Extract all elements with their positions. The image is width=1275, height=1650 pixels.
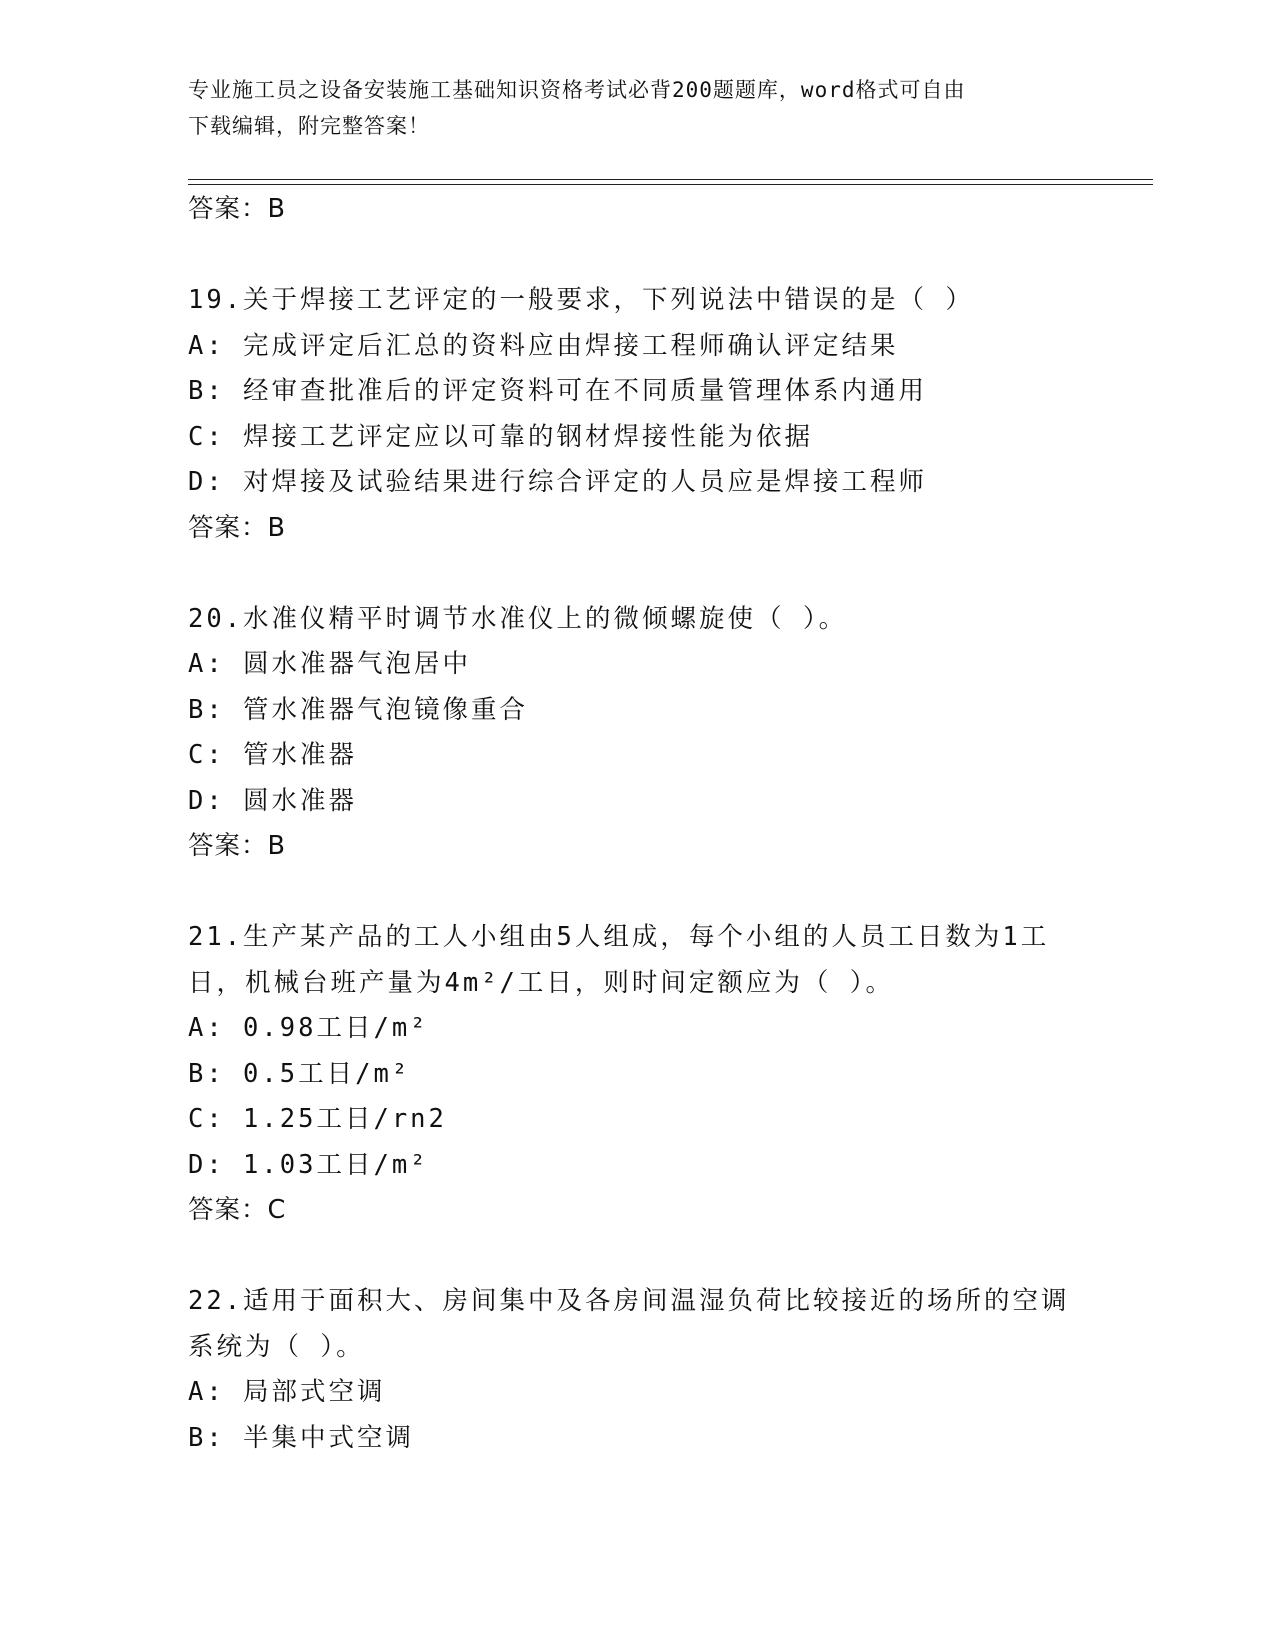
question-block-20 [188, 597, 1088, 870]
option-a: A: 0.98工日/m² [188, 1013, 429, 1043]
option-c: C: 焊接工艺评定应以可靠的钢材焊接性能为依据 [188, 421, 814, 452]
question-block-19 [188, 278, 1088, 551]
option-a: A: 局部式空调 [188, 1377, 386, 1407]
answer-line: 答案：B [188, 512, 286, 543]
spacer [188, 870, 1088, 916]
question-stem-line-1: 22.适用于面积大、房间集中及各房间温湿负荷比较接近的场所的空调 [188, 1286, 1070, 1316]
document-body [188, 187, 1088, 1461]
option-d: D: 1.03工日/m² [188, 1149, 429, 1180]
header-divider-bottom [188, 184, 1153, 185]
header-divider-top [188, 179, 1153, 180]
question-stem-line-2: 日，机械台班产量为4m²/工日，则时间定额应为（ ）。 [188, 967, 895, 998]
answer-line: 答案：B [188, 831, 286, 861]
spacer [188, 551, 1088, 597]
answer-line: 答案：B [188, 194, 286, 224]
question-stem: 19.关于焊接工艺评定的一般要求，下列说法中错误的是（ ） [188, 285, 974, 315]
header-line-1: 专业施工员之设备安装施工基础知识资格考试必背200题题库，word格式可自由 [188, 78, 966, 102]
option-b: B: 经审查批准后的评定资料可在不同质量管理体系内通用 [188, 376, 928, 406]
option-b: B: 0.5工日/m² [188, 1058, 411, 1089]
header-line-2: 下载编辑，附完整答案！ [188, 114, 430, 138]
answer-line: 答案：C [188, 1195, 287, 1225]
spacer [188, 1234, 1088, 1280]
option-b: B: 管水准器气泡镜像重合 [188, 694, 529, 725]
question-stem: 20.水准仪精平时调节水准仪上的微倾螺旋使（ ）。 [188, 603, 848, 634]
option-a: A: 完成评定后汇总的资料应由焊接工程师确认评定结果 [188, 330, 899, 361]
option-d: D: 圆水准器 [188, 785, 358, 816]
option-d: D: 对焊接及试验结果进行综合评定的人员应是焊接工程师 [188, 467, 928, 497]
question-stem-line-2: 系统为（ ）。 [188, 1331, 365, 1362]
question-stem-line-1: 21.生产某产品的工人小组由5人组成，每个小组的人员工日数为1工 [188, 922, 1050, 952]
option-c: C: 管水准器 [188, 740, 358, 770]
option-a: A: 圆水准器气泡居中 [188, 649, 472, 679]
question-block-21 [188, 915, 1088, 1234]
spacer [188, 233, 1088, 279]
option-b: B: 半集中式空调 [188, 1422, 415, 1453]
option-c: C: 1.25工日/rn2 [188, 1104, 447, 1134]
question-block-22 [188, 1279, 1088, 1461]
document-header [188, 72, 1068, 144]
